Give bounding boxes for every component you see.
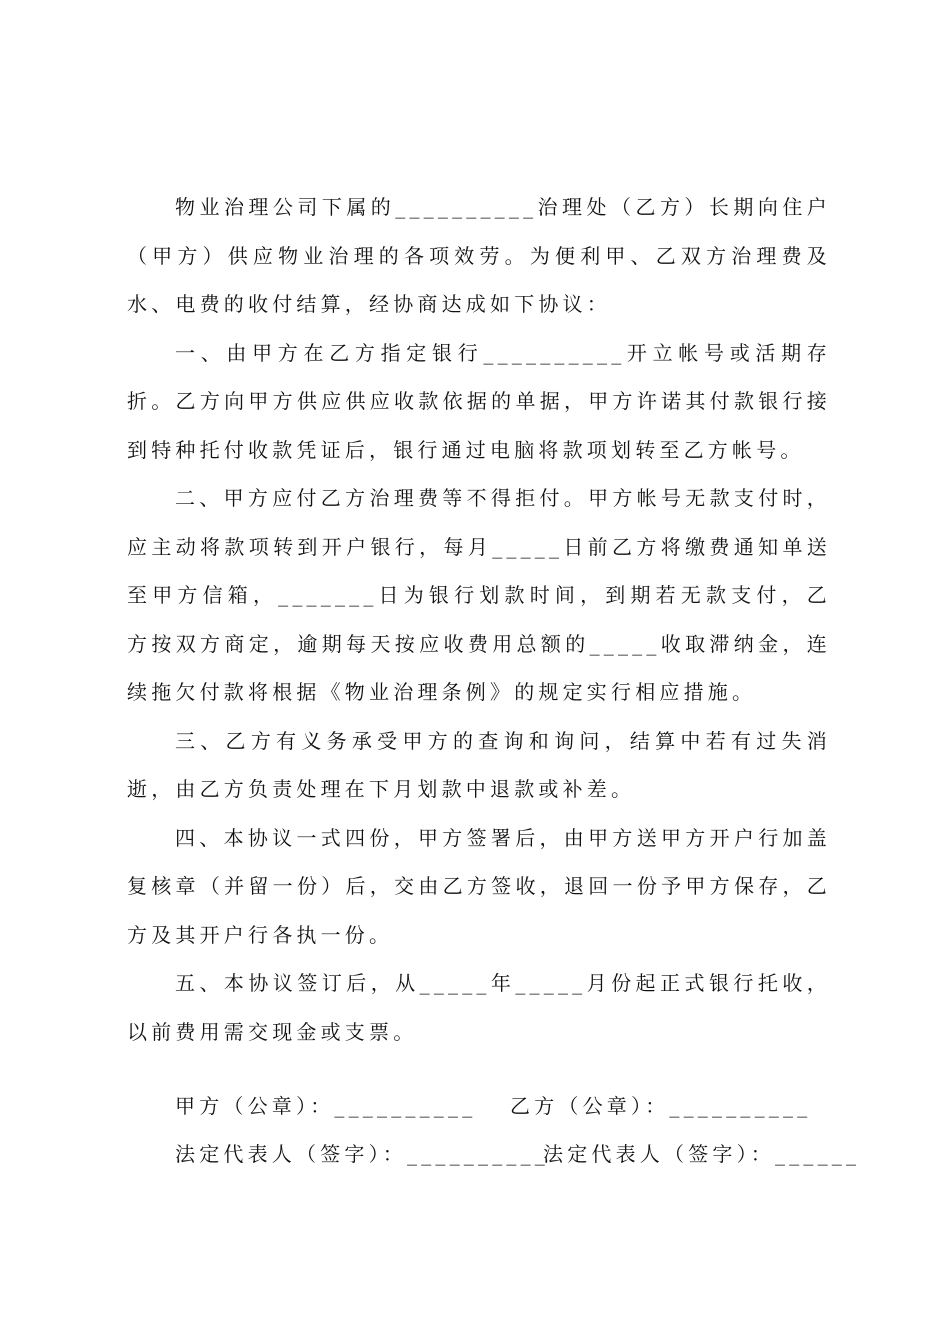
party-b-seal-line: 乙方（公章）：__________ — [510, 1094, 812, 1118]
clause-5-paragraph: 五、本协议签订后，从_____年_____月份起正式银行托收，以前费用需交现金或支票。 — [127, 971, 831, 1044]
clause-4-paragraph: 四、本协议一式四份，甲方签署后，由甲方送甲方开户行加盖复核章（并留一份）后，交由乙方签收，退回一份予甲方保存，乙方及其开户行各执一份。 — [127, 825, 831, 947]
clause-3-paragraph: 三、乙方有义务承受甲方的查询和询问，结算中若有过失消逝，由乙方负责处理在下月划款中退款或补差。 — [127, 728, 831, 801]
agreement-body — [127, 183, 831, 1056]
clause-1-paragraph: 一、由甲方在乙方指定银行__________开立帐号或活期存折。乙方向甲方供应供应收款依据的单据，甲方许诺其付款银行接到特种托付收款凭证后，银行通过电脑将款项划转至乙方帐号。 — [127, 340, 831, 462]
party-b-rep-line: 法定代表人（签字）：______ — [543, 1142, 861, 1166]
party-a-rep-line: 法定代表人（签字）：__________ — [175, 1142, 549, 1166]
party-a-seal-line: 甲方（公章）：__________ — [175, 1094, 477, 1118]
clause-2-paragraph: 二、甲方应付乙方治理费等不得拒付。甲方帐号无款支付时，应主动将款项转到开户银行，每月_____日前乙方将缴费通知单送至甲方信箱，_______日为银行划款时间，到期若无款支付，乙方按双方商定，逾期每天按应收费用总额的_____收取滞纳金，连续拖欠付款将根据《物业治理条例》的规定实行相应措施。 — [127, 486, 831, 704]
intro-paragraph: 物业治理公司下属的__________治理处（乙方）长期向住户（甲方）供应物业治理的各项效劳。为便利甲、乙双方治理费及水、电费的收付结算，经协商达成如下协议： — [127, 195, 831, 316]
